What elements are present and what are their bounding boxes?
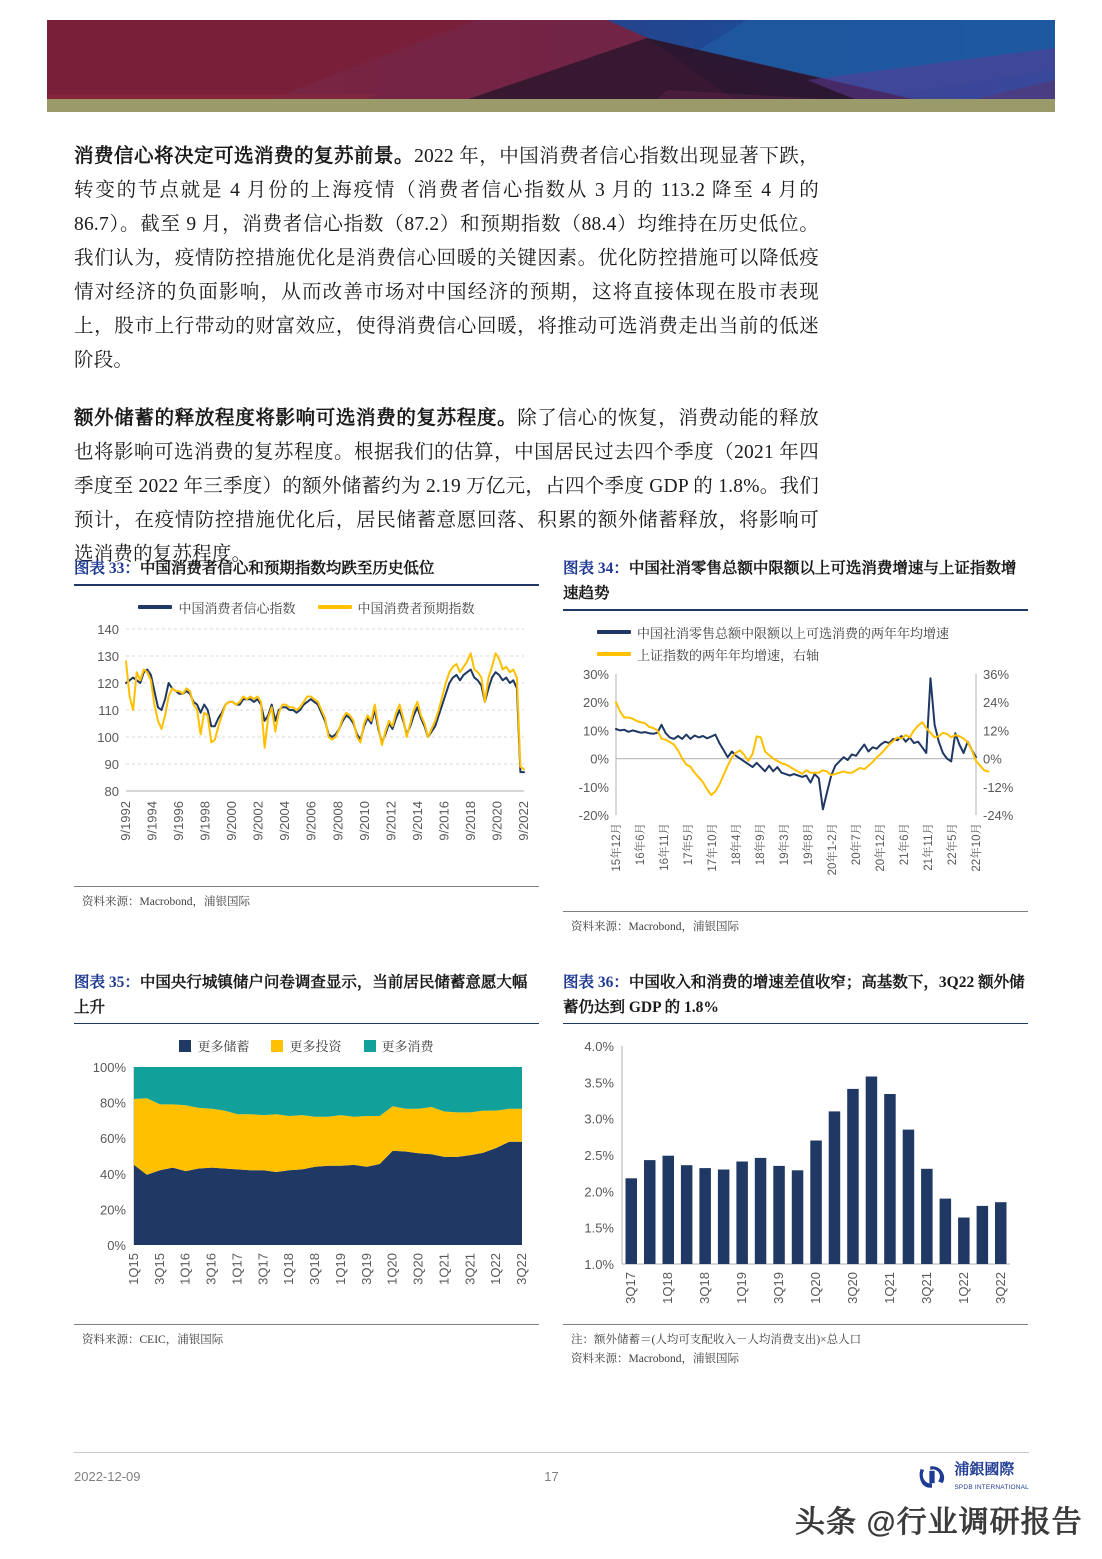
legend-label-retail-growth: 中国社消零售总额中限额以上可选消费的两年年均增速 [637,625,950,641]
chart-36-body [563,1024,1028,1324]
paragraph-2 [74,402,819,572]
svg-text:1.5%: 1.5% [583,1220,614,1236]
legend-item-confidence-index [138,598,295,617]
chart-row-1 [74,556,1029,936]
svg-text:9/1996: 9/1996 [170,800,186,841]
svg-text:-24%: -24% [982,807,1013,823]
svg-text:0%: 0% [106,1238,126,1254]
svg-text:9/2006: 9/2006 [303,800,319,841]
svg-text:0%: 0% [589,751,609,767]
chart-34-label: 图表 34： [563,560,629,577]
svg-text:15年12月: 15年12月 [610,822,623,872]
svg-text:36%: 36% [982,666,1009,682]
svg-text:1Q17: 1Q17 [228,1253,244,1285]
chart-34-legend [563,623,1028,664]
footer-logo-cn: 浦銀國際 [954,1461,1015,1478]
chart-34-title-text: 中国社消零售总额中限额以上可选消费增速与上证指数增速趋势 [563,560,1017,602]
svg-text:110: 110 [97,702,119,718]
svg-text:40%: 40% [99,1166,126,1182]
svg-text:9/1994: 9/1994 [144,800,160,841]
svg-text:3Q16: 3Q16 [203,1253,219,1285]
legend-swatch-teal-box [364,1040,376,1052]
svg-text:1Q18: 1Q18 [280,1253,296,1285]
chart-35-title [74,970,539,1020]
footer-date: 2022-12-09 [74,1469,141,1485]
chart-35-source: 资料来源：CEIC，浦银国际 [82,1334,224,1347]
svg-text:1Q15: 1Q15 [125,1253,141,1285]
charts-grid [74,556,1029,1368]
paragraph-1-text: 2022 年，中国消费者信心指数出现显著下跌，转变的节点就是 4 月份的上海疫情（消费者信心指数从 3 月的 113.2 降至 4 月的 86.7）。截至 9 月，消费者信心指数（87.2）和预期指数（88.4）均维持在历史低位。我们认为，疫情防控措施优化是消费信心回暖的关键因素。优化防控措施可以降低疫情对经济的负面影响，从而改善市场对中国经济的预期，这将直接体现在股市表现上，股市上行带动的财富效应，使得消费信心回暖，将推动可选消费走出当前的低迷阶段。 [74,146,819,371]
svg-text:9/1992: 9/1992 [117,800,133,841]
svg-text:24%: 24% [982,694,1009,710]
chart-33-title [74,556,539,581]
chart-33-body [74,586,539,886]
svg-text:1Q16: 1Q16 [177,1253,193,1285]
chart-35-title-text: 中国央行城镇储户问卷调查显示，当前居民储蓄意愿大幅上升 [74,973,528,1016]
svg-text:10%: 10% [582,722,609,738]
svg-text:3Q18: 3Q18 [306,1253,322,1285]
svg-text:17年10月: 17年10月 [706,822,719,872]
svg-text:20%: 20% [99,1202,126,1218]
svg-text:9/2018: 9/2018 [462,800,478,841]
paragraph-1 [74,140,819,378]
svg-text:1Q19: 1Q19 [332,1253,348,1285]
legend-item-retail-growth [597,623,949,642]
chart-35-legend [74,1036,539,1055]
svg-text:1Q20: 1Q20 [807,1272,823,1304]
svg-text:3Q17: 3Q17 [254,1253,270,1285]
svg-text:20%: 20% [582,694,609,710]
svg-text:21年11月: 21年11月 [922,822,935,871]
svg-text:60%: 60% [99,1131,126,1147]
svg-text:0%: 0% [982,751,1002,767]
chart-36-plot [570,1036,1022,1326]
svg-text:19年3月: 19年3月 [778,822,791,865]
legend-label-more-savings: 更多储蓄 [197,1039,250,1055]
footer-logo [829,1462,1029,1492]
chart-panel-33 [74,556,539,936]
chart-33-plot [82,619,532,869]
chart-36-source: 资料来源：Macrobond，浦银国际 [571,1353,740,1366]
svg-text:3Q20: 3Q20 [410,1253,426,1285]
svg-text:80: 80 [104,783,119,799]
svg-text:9/2012: 9/2012 [382,800,398,841]
legend-swatch-gold-line [318,605,352,609]
svg-text:1Q19: 1Q19 [733,1272,749,1304]
svg-text:16年11月: 16年11月 [658,822,671,871]
svg-text:3Q21: 3Q21 [461,1253,477,1285]
svg-text:3Q22: 3Q22 [513,1253,529,1285]
svg-text:-12%: -12% [982,779,1013,795]
svg-text:3Q21: 3Q21 [918,1272,934,1304]
chart-row-2 [74,970,1029,1369]
svg-text:9/2002: 9/2002 [250,800,266,841]
svg-text:-10%: -10% [578,779,609,795]
svg-text:4.0%: 4.0% [583,1039,614,1055]
svg-text:9/2014: 9/2014 [409,800,425,841]
svg-text:20年1-2月: 20年1-2月 [826,822,839,876]
svg-text:1Q18: 1Q18 [659,1272,675,1304]
svg-text:130: 130 [96,648,119,664]
paragraph-2-text: 除了信心的恢复，消费动能的释放也将影响可选消费的复苏程度。根据我们的估算，中国居民过去四个季度（2021 年四季度至 2022 年三季度）的额外储蓄约为 2.19 万亿元，占四个季度 GDP 的 1.8%。我们预计，在疫情防控措施优化后，居民储蓄意愿回落、积累的额外储蓄释放，将影响可选消费的复苏程度。 [74,408,819,565]
legend-label-confidence-index: 中国消费者信心指数 [178,600,296,616]
legend-item-sse-growth [597,645,819,664]
svg-text:9/2004: 9/2004 [276,800,292,841]
chart-35-plot [82,1057,532,1307]
svg-text:100%: 100% [92,1060,126,1076]
chart-34-title [563,556,1028,606]
chart-panel-34 [563,556,1028,936]
svg-text:3Q17: 3Q17 [622,1272,638,1304]
page-footer [74,1462,1029,1492]
svg-text:3Q22: 3Q22 [992,1272,1008,1304]
banner-olive-strip [47,99,1055,112]
svg-text:3Q15: 3Q15 [151,1253,167,1285]
chart-36-label: 图表 36： [563,973,629,991]
svg-text:2.5%: 2.5% [583,1148,614,1164]
article-body [74,140,819,586]
svg-text:9/2022: 9/2022 [515,800,531,841]
spdb-mark-svg [917,1464,947,1490]
svg-text:22年10月: 22年10月 [970,822,983,872]
chart-33-legend [74,598,539,617]
svg-text:2.0%: 2.0% [583,1184,614,1200]
chart-33-title-text: 中国消费者信心和预期指数均跌至历史低位 [139,560,435,577]
legend-swatch-navy-line [138,605,172,609]
legend-label-more-consumption: 更多消费 [381,1039,434,1055]
svg-text:90: 90 [104,756,119,772]
chart-34-source: 资料来源：Macrobond，浦银国际 [571,920,740,933]
footer-page-number: 17 [544,1469,559,1485]
legend-swatch-gold-line [597,652,631,656]
legend-label-more-investment: 更多投资 [289,1039,342,1055]
legend-item-more-consumption [364,1036,434,1055]
svg-text:9/2020: 9/2020 [488,800,504,841]
header-banner-graphic [47,20,1055,108]
svg-text:1Q20: 1Q20 [384,1253,400,1285]
legend-item-more-investment [271,1036,341,1055]
footer-rule [74,1452,1029,1453]
chart-34-plot [570,666,1022,901]
svg-text:19年8月: 19年8月 [802,822,815,865]
svg-text:100: 100 [96,729,119,745]
svg-text:1.0%: 1.0% [583,1257,614,1273]
svg-text:18年9月: 18年9月 [754,822,767,865]
svg-text:9/1998: 9/1998 [197,800,213,841]
svg-text:17年5月: 17年5月 [682,822,695,865]
svg-text:140: 140 [96,621,119,637]
chart-panel-36 [563,970,1028,1369]
chart-33-source: 资料来源：Macrobond，浦银国际 [82,895,251,908]
chart-36-title [563,970,1028,1020]
svg-text:80%: 80% [99,1095,126,1111]
svg-text:22年5月: 22年5月 [946,822,959,865]
svg-text:-20%: -20% [578,807,609,823]
chart-35-label: 图表 35： [74,973,140,991]
svg-text:3Q19: 3Q19 [358,1253,374,1285]
legend-swatch-navy-box [179,1040,191,1052]
footer-logo-text [954,1462,1029,1492]
chart-35-body [74,1024,539,1324]
paragraph-1-lead: 消费信心将决定可选消费的复苏前景。 [74,146,415,167]
legend-item-more-savings [179,1036,249,1055]
spdb-logo-icon [917,1464,947,1490]
legend-swatch-gold-box [271,1040,283,1052]
svg-text:9/2000: 9/2000 [223,800,239,841]
chart-36-title-text: 中国收入和消费的增速差值收窄；高基数下，3Q22 额外储蓄仍达到 GDP 的 1.8% [563,973,1025,1016]
svg-text:9/2008: 9/2008 [329,800,345,841]
footer-logo-en: SPDB INTERNATIONAL [954,1483,1029,1491]
svg-text:1Q22: 1Q22 [487,1253,503,1285]
legend-swatch-navy-line [597,630,631,634]
svg-text:1Q22: 1Q22 [955,1272,971,1304]
paragraph-2-lead: 额外储蓄的释放程度将影响可选消费的复苏程度。 [74,408,518,429]
watermark: 头条 @行业调研报告 [795,1506,1083,1539]
svg-text:30%: 30% [582,666,609,682]
chart-36-note: 注：额外储蓄＝(人均可支配收入－人均消费支出)×总人口 [571,1334,862,1347]
svg-text:9/2010: 9/2010 [356,800,372,841]
svg-text:3.0%: 3.0% [583,1111,614,1127]
svg-text:120: 120 [96,675,119,691]
svg-text:20年12月: 20年12月 [874,822,887,872]
svg-text:1Q21: 1Q21 [435,1253,451,1285]
legend-label-sse-growth: 上证指数的两年年均增速，右轴 [637,647,820,663]
chart-33-label: 图表 33： [74,560,140,577]
svg-text:18年4月: 18年4月 [730,822,743,865]
legend-label-expectation-index: 中国消费者预期指数 [357,600,475,616]
chart-34-body [563,611,1028,911]
svg-text:21年6月: 21年6月 [898,822,911,865]
svg-text:3.5%: 3.5% [583,1075,614,1091]
svg-text:9/2016: 9/2016 [435,800,451,841]
svg-text:20年7月: 20年7月 [850,822,863,865]
legend-item-expectation-index [318,598,475,617]
svg-text:3Q19: 3Q19 [770,1272,786,1304]
chart-panel-35 [74,970,539,1369]
svg-text:1Q21: 1Q21 [881,1272,897,1304]
svg-text:16年6月: 16年6月 [634,822,647,865]
banner-svg [47,20,1055,108]
svg-text:12%: 12% [982,722,1009,738]
svg-text:3Q18: 3Q18 [696,1272,712,1304]
svg-text:3Q20: 3Q20 [844,1272,860,1304]
